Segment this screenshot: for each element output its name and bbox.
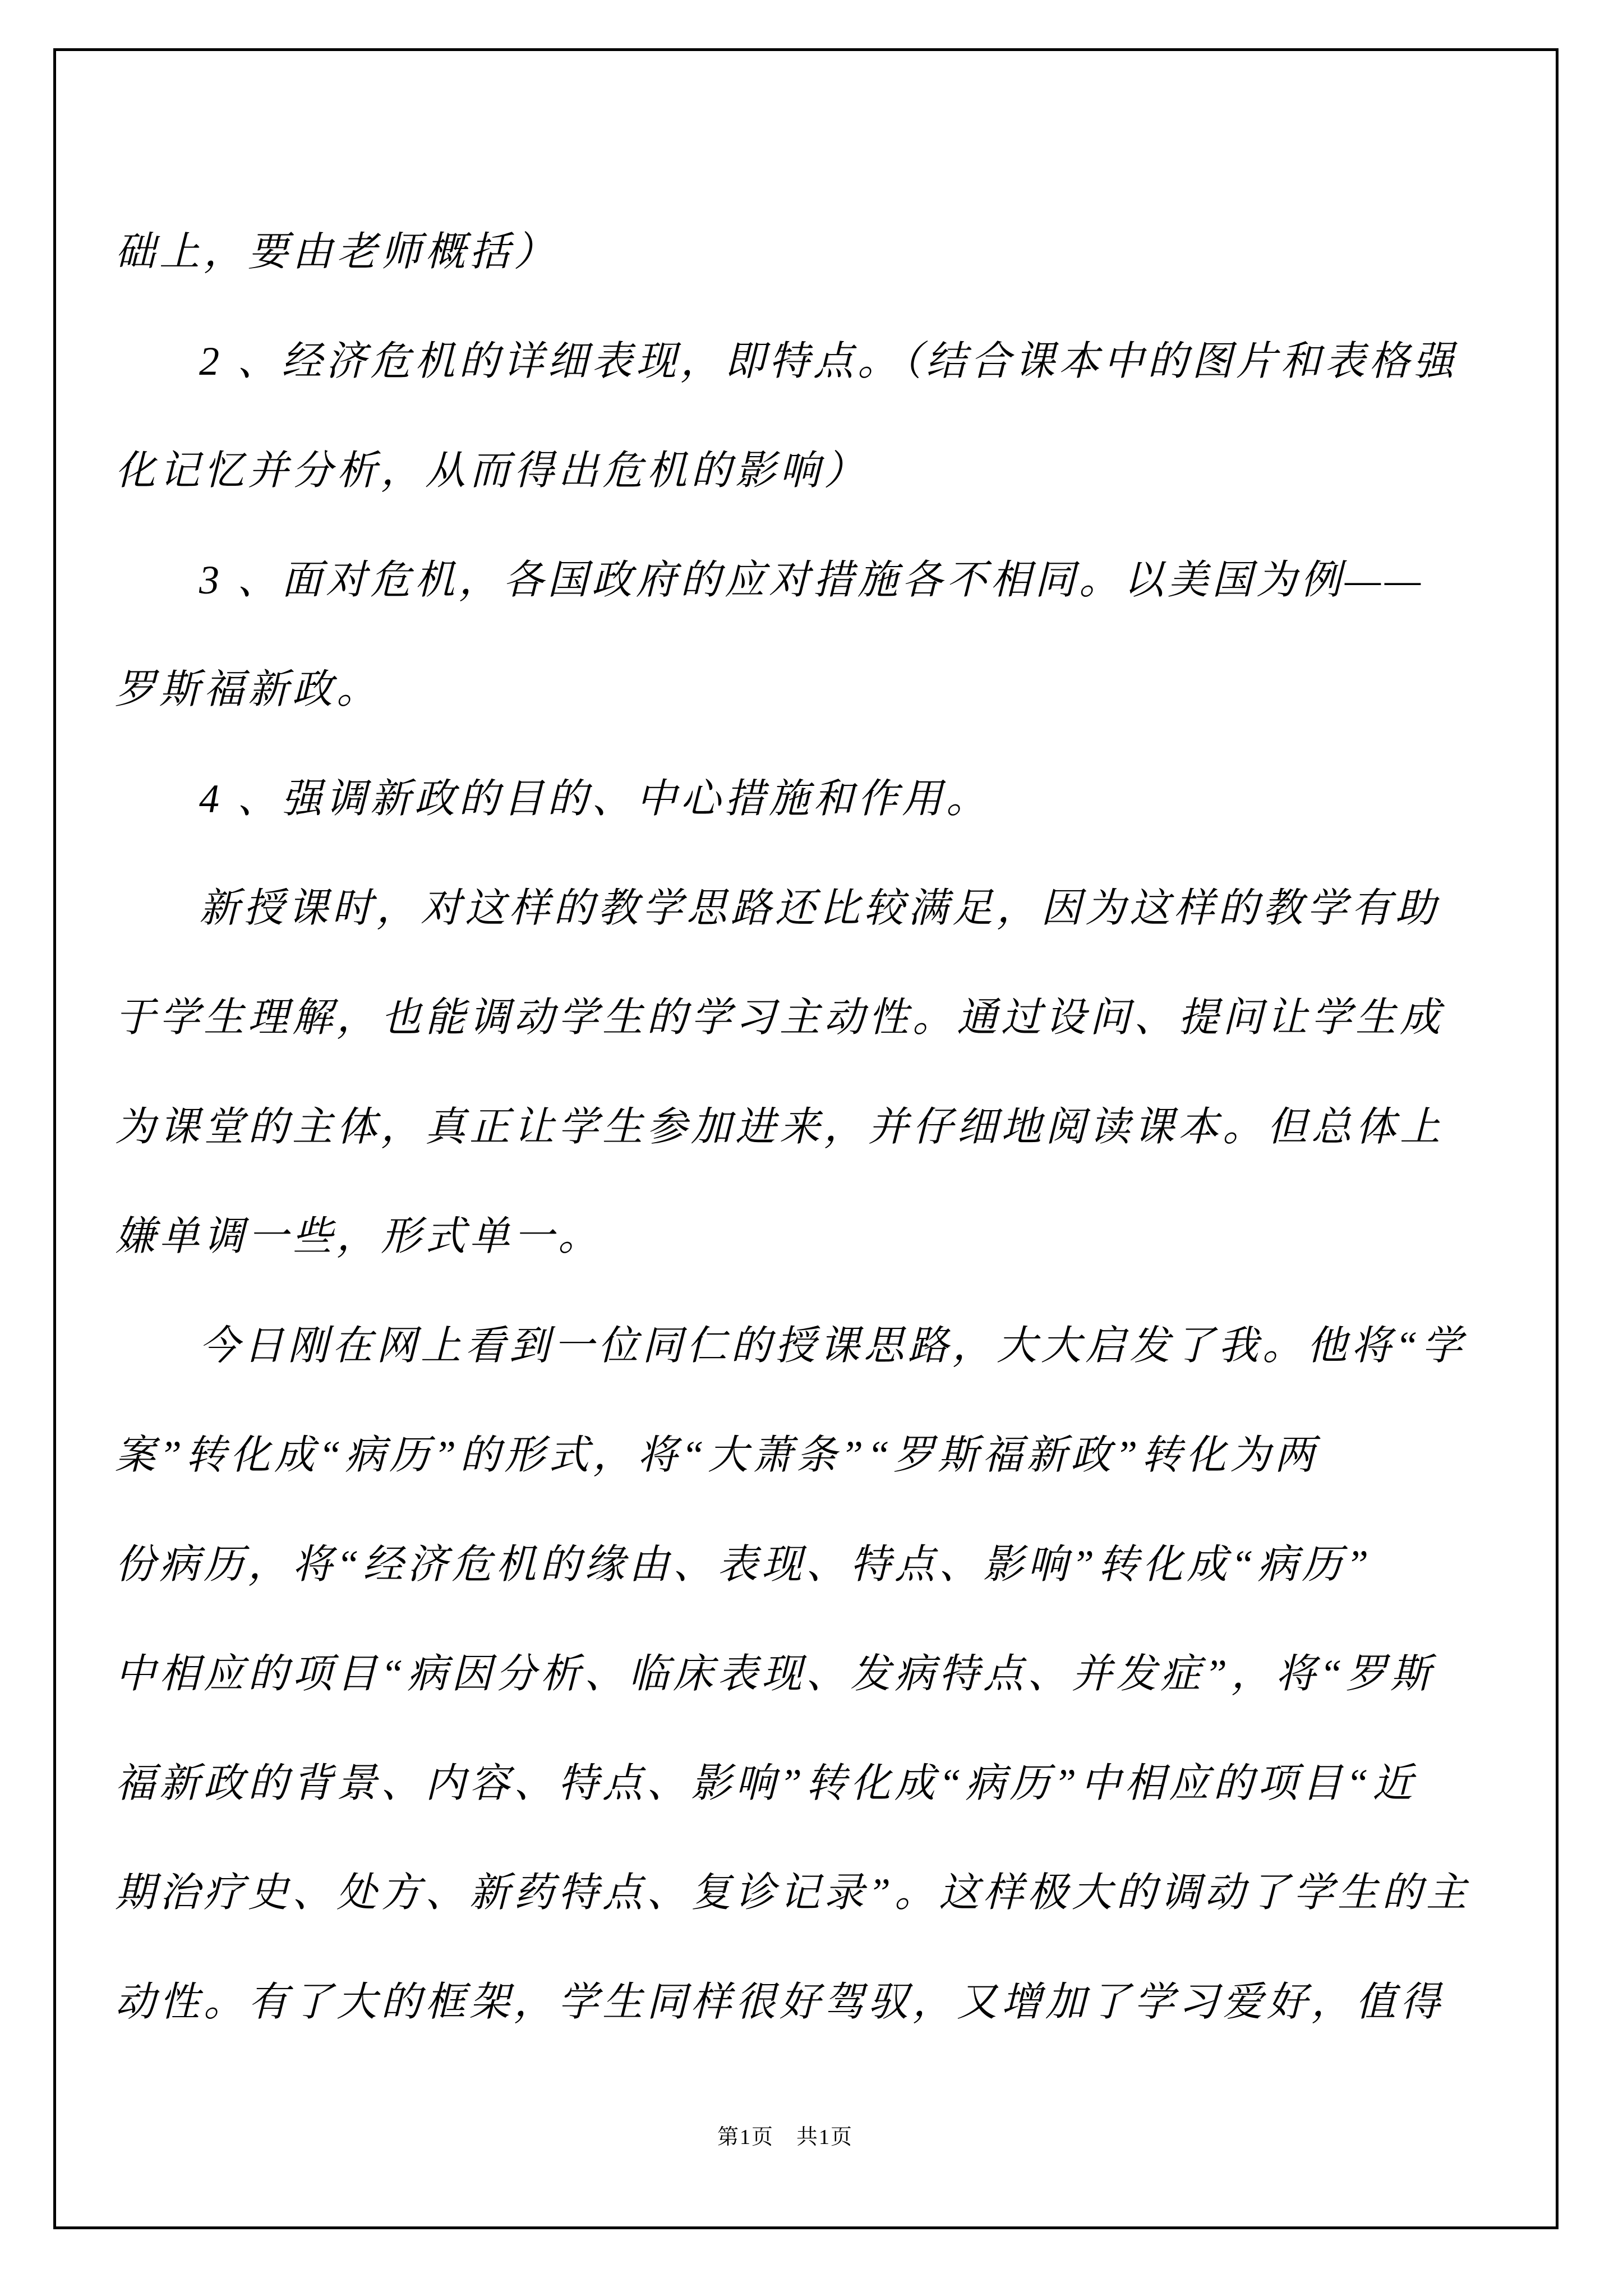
text-line: 福新政的背景、内容、特点、影响”转化成“病历”中相应的项目“近 — [115, 1761, 1417, 1806]
text-line: 新授课时，对这样的教学思路还比较满足，因为这样的教学有助 — [199, 886, 1440, 931]
text-line: 4 、强调新政的目的、中心措施和作用。 — [199, 776, 991, 821]
text-line: 础上，要由老师概括） — [115, 229, 559, 274]
text-block — [115, 197, 1489, 2057]
text-line: 为课堂的主体，真正让学生参加进来，并仔细地阅读课本。但总体上 — [115, 1105, 1445, 1149]
text-line: 份病历，将“经济危机的缘由、表现、特点、影响”转化成“病历” — [115, 1542, 1373, 1587]
text-line: 案”转化成“病历”的形式，将“大萧条”“罗斯福新政”转化为两 — [115, 1433, 1319, 1478]
text-line: 于学生理解，也能调动学生的学习主动性。通过设问、提问让学生成 — [115, 995, 1445, 1040]
text-line: 期治疗史、处方、新药特点、复诊记录”。这样极大的调动了学生的主 — [115, 1870, 1471, 1915]
text-line: 3 、面对危机，各国政府的应对措施各不相同。以美国为例—— — [199, 558, 1425, 602]
text-line: 嫌单调一些，形式单一。 — [115, 1214, 603, 1259]
text-line: 2 、经济危机的详细表现，即特点。（结合课本中的图片和表格强 — [199, 339, 1458, 384]
text-line: 化记忆并分析，从而得出危机的影响） — [115, 448, 869, 493]
text-line: 今日刚在网上看到一位同仁的授课思路，大大启发了我。他将“学 — [199, 1323, 1467, 1368]
text-line: 中相应的项目“病因分析、临床表现、发病特点、并发症”，将“罗斯 — [115, 1651, 1435, 1696]
text-line: 动性。有了大的框架，学生同样很好驾驭，又增加了学习爱好，值得 — [115, 1980, 1445, 2024]
text-line: 罗斯福新政。 — [115, 667, 381, 712]
page-number-footer: 第1页 共1页 — [717, 2125, 853, 2149]
